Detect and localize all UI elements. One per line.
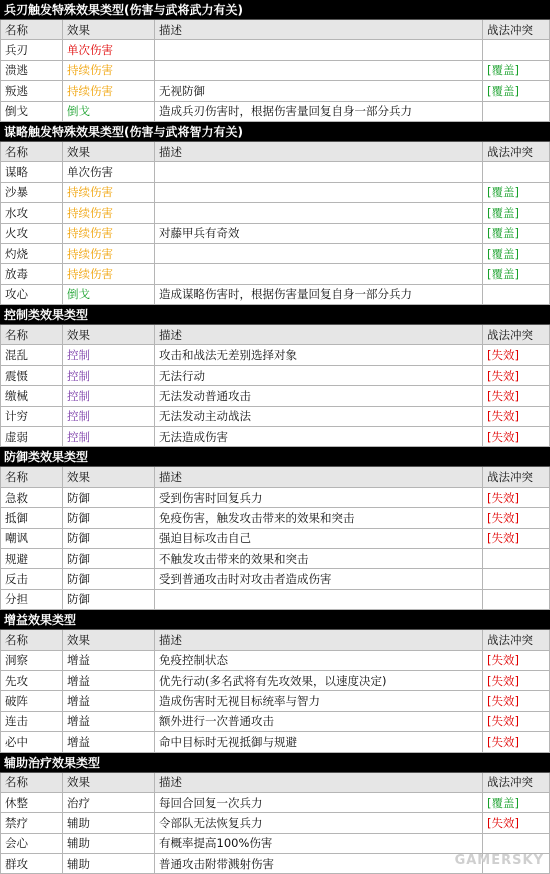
table-row (0, 793, 550, 813)
cell-name: 分担 (0, 590, 63, 609)
cell-conflict: [覆盖] (483, 183, 550, 202)
cell-name: 群攻 (0, 854, 63, 873)
table-row (0, 834, 550, 854)
cell-conflict: [失效] (483, 813, 550, 832)
table-row (0, 244, 550, 264)
cell-conflict: [失效] (483, 345, 550, 364)
cell-conflict: [失效] (483, 691, 550, 710)
table-row (0, 345, 550, 365)
cell-description: 普通攻击附带溅射伤害 (155, 854, 483, 873)
column-header-row (0, 325, 550, 345)
cell-name: 水攻 (0, 203, 63, 222)
cell-conflict: [覆盖] (483, 203, 550, 222)
cell-conflict: [覆盖] (483, 793, 550, 812)
header-conflict: 战法冲突 (483, 325, 550, 344)
cell-description: 对藤甲兵有奇效 (155, 224, 483, 243)
table-row (0, 529, 550, 549)
cell-effect: 增益 (63, 651, 155, 670)
header-name: 名称 (0, 142, 63, 161)
cell-description: 受到普通攻击时对攻击者造成伤害 (155, 569, 483, 588)
table-row (0, 488, 550, 508)
cell-effect: 控制 (63, 407, 155, 426)
cell-name: 休整 (0, 793, 63, 812)
header-name: 名称 (0, 630, 63, 649)
header-conflict: 战法冲突 (483, 20, 550, 39)
cell-description: 无法发动主动战法 (155, 407, 483, 426)
table-row (0, 671, 550, 691)
table-section (0, 0, 550, 122)
cell-name: 先攻 (0, 671, 63, 690)
cell-effect: 防御 (63, 508, 155, 527)
table-row (0, 651, 550, 671)
cell-description (155, 61, 483, 80)
section-title: 辅助治疗效果类型 (0, 753, 550, 773)
cell-conflict: [失效] (483, 407, 550, 426)
cell-conflict: [失效] (483, 488, 550, 507)
header-conflict: 战法冲突 (483, 467, 550, 486)
cell-effect: 增益 (63, 712, 155, 731)
table-row (0, 203, 550, 223)
cell-description: 无法造成伤害 (155, 427, 483, 446)
cell-conflict: [失效] (483, 366, 550, 385)
cell-conflict: [失效] (483, 386, 550, 405)
header-name: 名称 (0, 773, 63, 792)
cell-description: 受到伤害时回复兵力 (155, 488, 483, 507)
cell-description: 无法发动普通攻击 (155, 386, 483, 405)
cell-effect: 控制 (63, 386, 155, 405)
cell-name: 会心 (0, 834, 63, 853)
cell-name: 兵刃 (0, 40, 63, 59)
cell-conflict: [覆盖] (483, 61, 550, 80)
watermark: GAMERSKY (455, 853, 544, 868)
table-row (0, 691, 550, 711)
cell-conflict: [覆盖] (483, 244, 550, 263)
section-title: 谋略触发特殊效果类型(伤害与武将智力有关) (0, 122, 550, 142)
table-row (0, 40, 550, 60)
header-description: 描述 (155, 630, 483, 649)
cell-name: 规避 (0, 549, 63, 568)
header-effect: 效果 (63, 142, 155, 161)
table-row (0, 712, 550, 732)
section-title: 控制类效果类型 (0, 305, 550, 325)
table-section (0, 610, 550, 752)
cell-effect: 辅助 (63, 813, 155, 832)
cell-name: 虚弱 (0, 427, 63, 446)
cell-conflict (483, 569, 550, 588)
table-section (0, 305, 550, 447)
header-name: 名称 (0, 325, 63, 344)
column-header-row (0, 773, 550, 793)
table-row (0, 427, 550, 447)
cell-effect: 防御 (63, 590, 155, 609)
cell-name: 震慑 (0, 366, 63, 385)
cell-name: 攻心 (0, 285, 63, 304)
header-description: 描述 (155, 20, 483, 39)
header-effect: 效果 (63, 20, 155, 39)
cell-effect: 防御 (63, 569, 155, 588)
cell-conflict: [失效] (483, 671, 550, 690)
header-name: 名称 (0, 20, 63, 39)
cell-description: 优先行动(多名武将有先攻效果，以速度决定) (155, 671, 483, 690)
cell-description: 攻击和战法无差别选择对象 (155, 345, 483, 364)
table-row (0, 264, 550, 284)
cell-conflict: [失效] (483, 651, 550, 670)
table-row (0, 224, 550, 244)
cell-name: 反击 (0, 569, 63, 588)
column-header-row (0, 142, 550, 162)
cell-effect: 防御 (63, 529, 155, 548)
section-title: 防御类效果类型 (0, 447, 550, 467)
cell-effect: 增益 (63, 691, 155, 710)
cell-effect: 单次伤害 (63, 40, 155, 59)
cell-conflict: [覆盖] (483, 81, 550, 100)
header-name: 名称 (0, 467, 63, 486)
cell-name: 叛逃 (0, 81, 63, 100)
cell-conflict: [失效] (483, 732, 550, 751)
cell-description: 额外进行一次普通攻击 (155, 712, 483, 731)
cell-description: 无法行动 (155, 366, 483, 385)
cell-description (155, 264, 483, 283)
cell-effect: 增益 (63, 671, 155, 690)
cell-effect: 单次伤害 (63, 162, 155, 181)
cell-name: 计穷 (0, 407, 63, 426)
cell-description: 造成伤害时无视目标统率与智力 (155, 691, 483, 710)
header-effect: 效果 (63, 325, 155, 344)
cell-description: 无视防御 (155, 81, 483, 100)
header-description: 描述 (155, 773, 483, 792)
cell-name: 溃逃 (0, 61, 63, 80)
cell-effect: 持续伤害 (63, 264, 155, 283)
cell-conflict: [失效] (483, 427, 550, 446)
cell-description: 每回合回复一次兵力 (155, 793, 483, 812)
table-row (0, 285, 550, 305)
cell-effect: 辅助 (63, 854, 155, 873)
cell-conflict: [失效] (483, 529, 550, 548)
table-row (0, 162, 550, 182)
section-title: 兵刃触发特殊效果类型(伤害与武将武力有关) (0, 0, 550, 20)
cell-effect: 持续伤害 (63, 203, 155, 222)
cell-effect: 增益 (63, 732, 155, 751)
cell-effect: 控制 (63, 366, 155, 385)
cell-description: 有概率提高100%伤害 (155, 834, 483, 853)
table-row (0, 732, 550, 752)
cell-effect: 倒戈 (63, 285, 155, 304)
header-effect: 效果 (63, 630, 155, 649)
cell-name: 抵御 (0, 508, 63, 527)
cell-conflict: [失效] (483, 508, 550, 527)
cell-name: 必中 (0, 732, 63, 751)
cell-name: 缴械 (0, 386, 63, 405)
cell-effect: 防御 (63, 549, 155, 568)
header-description: 描述 (155, 142, 483, 161)
header-conflict: 战法冲突 (483, 630, 550, 649)
cell-name: 破阵 (0, 691, 63, 710)
cell-name: 禁疗 (0, 813, 63, 832)
table-row (0, 590, 550, 610)
cell-conflict: [失效] (483, 712, 550, 731)
cell-name: 放毒 (0, 264, 63, 283)
cell-effect: 倒戈 (63, 102, 155, 121)
cell-description (155, 40, 483, 59)
header-description: 描述 (155, 467, 483, 486)
cell-effect: 控制 (63, 427, 155, 446)
cell-effect: 治疗 (63, 793, 155, 812)
header-description: 描述 (155, 325, 483, 344)
section-title: 增益效果类型 (0, 610, 550, 630)
table-row (0, 549, 550, 569)
cell-name: 急救 (0, 488, 63, 507)
cell-description: 造成兵刃伤害时，根据伤害量回复自身一部分兵力 (155, 102, 483, 121)
cell-description (155, 203, 483, 222)
cell-description: 造成谋略伤害时，根据伤害量回复自身一部分兵力 (155, 285, 483, 304)
cell-description: 令部队无法恢复兵力 (155, 813, 483, 832)
cell-description: 不触发攻击带来的效果和突击 (155, 549, 483, 568)
table-section (0, 447, 550, 610)
header-conflict: 战法冲突 (483, 773, 550, 792)
cell-conflict: [覆盖] (483, 264, 550, 283)
header-effect: 效果 (63, 467, 155, 486)
table-row (0, 366, 550, 386)
cell-effect: 控制 (63, 345, 155, 364)
cell-effect: 持续伤害 (63, 81, 155, 100)
cell-description: 命中目标时无视抵御与规避 (155, 732, 483, 751)
cell-description: 免疫伤害，触发攻击带来的效果和突击 (155, 508, 483, 527)
cell-description: 免疫控制状态 (155, 651, 483, 670)
cell-effect: 持续伤害 (63, 61, 155, 80)
cell-name: 谋略 (0, 162, 63, 181)
cell-conflict (483, 834, 550, 853)
table-row (0, 569, 550, 589)
table-row (0, 508, 550, 528)
table-row (0, 813, 550, 833)
column-header-row (0, 20, 550, 40)
table-row (0, 81, 550, 101)
cell-name: 灼烧 (0, 244, 63, 263)
cell-name: 沙暴 (0, 183, 63, 202)
cell-conflict (483, 102, 550, 121)
cell-conflict (483, 549, 550, 568)
cell-effect: 持续伤害 (63, 183, 155, 202)
cell-effect: 防御 (63, 488, 155, 507)
cell-name: 混乱 (0, 345, 63, 364)
table-row (0, 407, 550, 427)
table-row (0, 61, 550, 81)
header-conflict: 战法冲突 (483, 142, 550, 161)
cell-effect: 持续伤害 (63, 224, 155, 243)
cell-name: 倒戈 (0, 102, 63, 121)
cell-conflict (483, 162, 550, 181)
cell-conflict: [覆盖] (483, 224, 550, 243)
cell-name: 连击 (0, 712, 63, 731)
cell-description (155, 244, 483, 263)
table-section (0, 122, 550, 305)
table-row (0, 386, 550, 406)
header-effect: 效果 (63, 773, 155, 792)
cell-description: 强迫目标攻击自己 (155, 529, 483, 548)
table-row (0, 183, 550, 203)
cell-name: 火攻 (0, 224, 63, 243)
cell-conflict (483, 285, 550, 304)
cell-effect: 辅助 (63, 834, 155, 853)
cell-description (155, 162, 483, 181)
cell-description (155, 590, 483, 609)
table-row (0, 102, 550, 122)
column-header-row (0, 630, 550, 650)
cell-name: 嘲讽 (0, 529, 63, 548)
cell-effect: 持续伤害 (63, 244, 155, 263)
column-header-row (0, 467, 550, 487)
cell-conflict (483, 40, 550, 59)
cell-description (155, 183, 483, 202)
cell-name: 洞察 (0, 651, 63, 670)
cell-conflict (483, 590, 550, 609)
